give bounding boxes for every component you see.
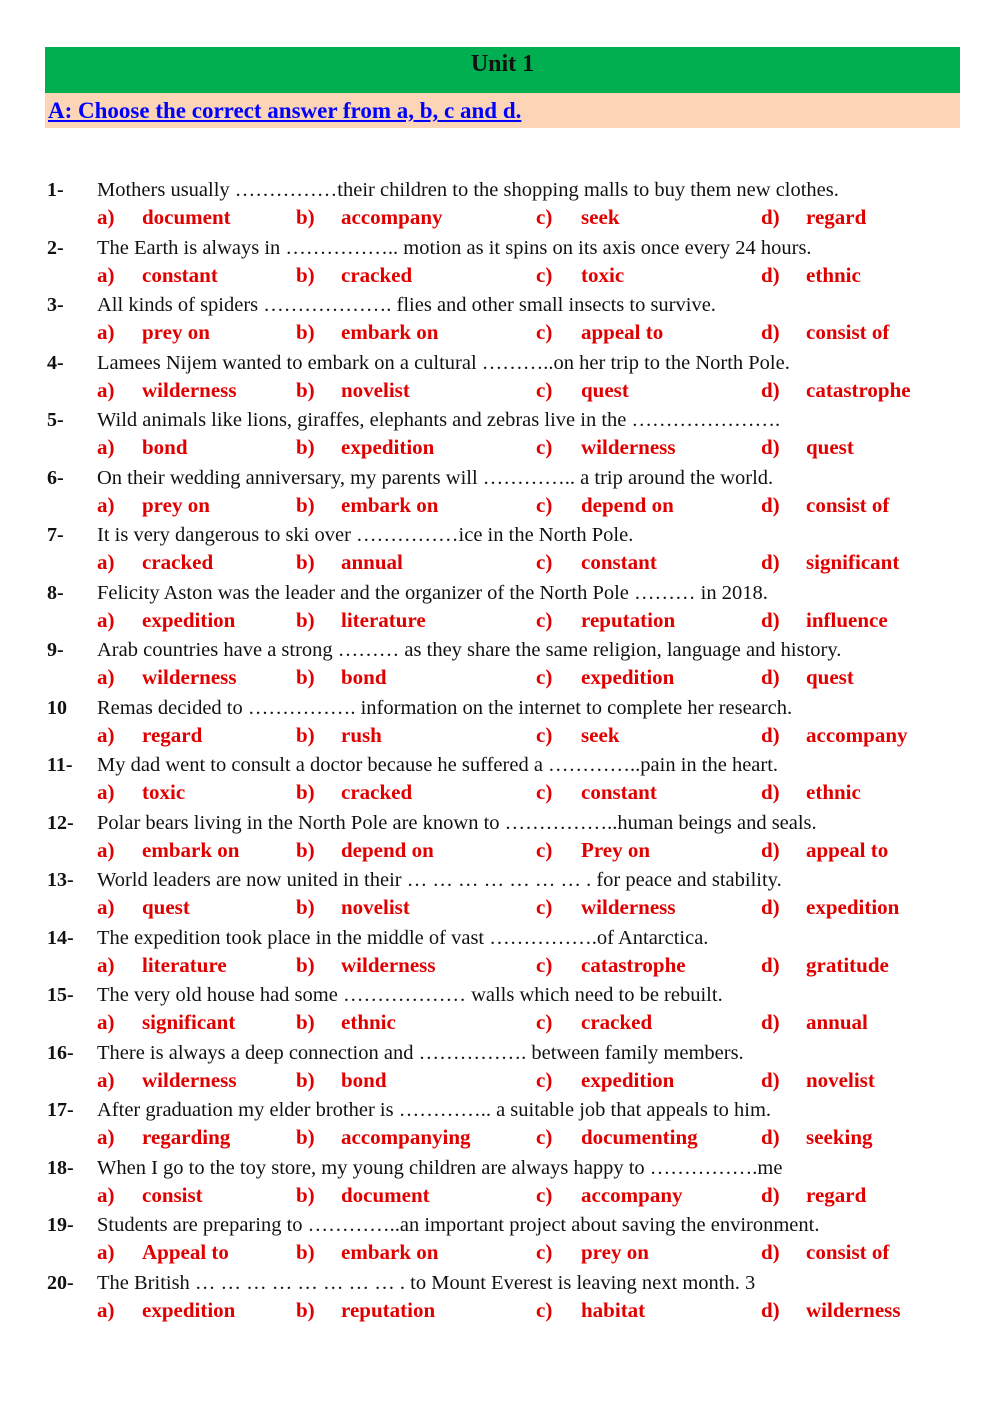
- question-number: 16-: [47, 1041, 74, 1064]
- option-letter: a): [97, 1182, 115, 1207]
- answer-options: [47, 433, 960, 462]
- option-text: toxic: [581, 262, 625, 287]
- answer-options: [47, 951, 960, 980]
- question-list: [47, 174, 960, 1324]
- question-text: Remas decided to ……………. information on the internet to complete her research.: [97, 696, 793, 719]
- option-text: consist: [142, 1182, 203, 1207]
- option-text: ethnic: [341, 1010, 396, 1034]
- option-text: cracked: [341, 780, 413, 804]
- option-letter: a): [97, 1125, 115, 1149]
- answer-options: [47, 261, 960, 290]
- question-item: [47, 232, 960, 290]
- question-number: 14-: [47, 926, 74, 949]
- question-item: [47, 1267, 960, 1325]
- option-letter: c): [536, 550, 553, 574]
- option-letter: a): [97, 1297, 115, 1322]
- option-letter: a): [97, 607, 115, 632]
- option-text: literature: [341, 607, 426, 632]
- question-item: [47, 634, 960, 692]
- option-text: wilderness: [142, 1067, 237, 1092]
- option-letter: d): [761, 1067, 780, 1092]
- answer-options: [47, 548, 960, 577]
- option-text: wilderness: [341, 952, 436, 977]
- question-item: [47, 519, 960, 577]
- answer-options: [47, 491, 960, 520]
- option-letter: a): [97, 1067, 115, 1092]
- question-stem: [47, 979, 960, 1008]
- answer-options: [47, 1238, 960, 1267]
- option-text: catastrophe: [581, 952, 686, 977]
- answer-options: [47, 318, 960, 347]
- option-text: prey on: [142, 492, 210, 517]
- question-text: On their wedding anniversary, my parents will ………….. a trip around the world.: [97, 466, 774, 489]
- question-number: 18-: [47, 1156, 74, 1179]
- option-letter: d): [761, 837, 780, 862]
- option-text: seeking: [806, 1125, 873, 1149]
- option-text: regard: [142, 722, 203, 747]
- option-letter: c): [536, 607, 553, 632]
- question-item: [47, 979, 960, 1037]
- option-text: significant: [806, 550, 900, 574]
- option-letter: d): [761, 1010, 780, 1034]
- option-letter: d): [761, 435, 780, 459]
- option-text: wilderness: [142, 665, 237, 689]
- question-number: 9-: [47, 639, 64, 661]
- question-item: [47, 922, 960, 980]
- option-text: quest: [142, 895, 190, 919]
- option-text: influence: [806, 607, 888, 632]
- option-letter: d): [761, 1240, 780, 1264]
- option-text: regard: [806, 1182, 867, 1207]
- option-text: accompany: [341, 205, 443, 229]
- option-letter: c): [536, 435, 553, 459]
- answer-options: [47, 203, 960, 232]
- question-stem: [47, 1267, 960, 1296]
- option-text: quest: [806, 665, 854, 689]
- question-item: [47, 749, 960, 807]
- option-text: documenting: [581, 1125, 698, 1149]
- option-text: accompany: [581, 1182, 683, 1207]
- question-number: 17-: [47, 1099, 74, 1121]
- option-letter: c): [536, 377, 553, 402]
- option-letter: b): [296, 607, 315, 632]
- option-letter: c): [536, 780, 553, 804]
- option-letter: d): [761, 377, 780, 402]
- option-letter: a): [97, 952, 115, 977]
- option-letter: d): [761, 262, 780, 287]
- question-stem: [47, 519, 960, 548]
- question-number: 4-: [47, 351, 64, 374]
- option-letter: b): [296, 492, 315, 517]
- option-text: embark on: [142, 837, 240, 862]
- option-text: consist of: [806, 1240, 890, 1264]
- question-text: Polar bears living in the North Pole are known to ……………..human beings and seals.: [97, 811, 817, 834]
- question-text: The very old house had some ……………… walls which need to be rebuilt.: [97, 984, 723, 1006]
- option-text: novelist: [341, 895, 410, 919]
- section-title: A: Choose the correct answer from a, b, c and d.: [45, 93, 960, 128]
- option-text: document: [341, 1182, 430, 1207]
- option-letter: b): [296, 262, 315, 287]
- answer-options: [47, 721, 960, 750]
- option-text: bond: [341, 1067, 387, 1092]
- question-item: [47, 1037, 960, 1095]
- option-text: annual: [806, 1010, 868, 1034]
- option-text: prey on: [581, 1240, 649, 1264]
- question-number: 8-: [47, 581, 64, 604]
- option-text: regarding: [142, 1125, 231, 1149]
- option-letter: d): [761, 550, 780, 574]
- question-number: 15-: [47, 984, 74, 1006]
- question-text: Felicity Aston was the leader and the organizer of the North Pole ……… in 2018.: [97, 581, 768, 604]
- question-text: Lamees Nijem wanted to embark on a cultural ………..on her trip to the North Pole.: [97, 351, 790, 374]
- question-text: The expedition took place in the middle of vast …………….of Antarctica.: [97, 926, 709, 949]
- option-letter: a): [97, 550, 115, 574]
- option-text: accompanying: [341, 1125, 471, 1149]
- answer-options: [47, 376, 960, 405]
- option-text: rush: [341, 722, 382, 747]
- question-number: 3-: [47, 294, 64, 316]
- option-text: novelist: [806, 1067, 875, 1092]
- option-text: Prey on: [581, 837, 651, 862]
- option-letter: a): [97, 895, 115, 919]
- question-text: It is very dangerous to ski over ……………ice in the North Pole.: [97, 524, 634, 546]
- question-stem: [47, 864, 960, 893]
- option-text: consist of: [806, 492, 890, 517]
- option-letter: d): [761, 205, 780, 229]
- option-text: quest: [806, 435, 854, 459]
- option-text: expedition: [142, 1297, 236, 1322]
- question-item: [47, 692, 960, 750]
- question-text: The Earth is always in …………….. motion as it spins on its axis once every 24 hours.: [97, 236, 812, 259]
- option-letter: b): [296, 837, 315, 862]
- question-text: Students are preparing to …………..an important project about saving the environment.: [97, 1214, 820, 1236]
- option-letter: b): [296, 1010, 315, 1034]
- option-letter: a): [97, 435, 115, 459]
- option-letter: a): [97, 1010, 115, 1034]
- question-item: [47, 462, 960, 520]
- question-stem: [47, 922, 960, 951]
- option-text: consist of: [806, 320, 890, 344]
- question-item: [47, 1094, 960, 1152]
- question-number: 7-: [47, 524, 64, 546]
- answer-options: [47, 1008, 960, 1037]
- option-letter: b): [296, 895, 315, 919]
- option-text: catastrophe: [806, 377, 911, 402]
- answer-options: [47, 1181, 960, 1210]
- option-letter: a): [97, 837, 115, 862]
- option-letter: d): [761, 607, 780, 632]
- question-number: 6-: [47, 466, 64, 489]
- question-stem: [47, 347, 960, 376]
- question-text: World leaders are now united in their … … … … … … … . for peace and stability.: [97, 869, 782, 891]
- option-letter: d): [761, 1125, 780, 1149]
- option-letter: b): [296, 435, 315, 459]
- answer-options: [47, 836, 960, 865]
- option-letter: d): [761, 780, 780, 804]
- question-item: [47, 1209, 960, 1267]
- option-letter: a): [97, 262, 115, 287]
- question-stem: [47, 1152, 960, 1181]
- question-item: [47, 577, 960, 635]
- option-letter: c): [536, 492, 553, 517]
- option-letter: d): [761, 722, 780, 747]
- option-letter: c): [536, 205, 553, 229]
- option-letter: d): [761, 1297, 780, 1322]
- question-stem: [47, 232, 960, 261]
- option-letter: c): [536, 1182, 553, 1207]
- question-stem: [47, 289, 960, 318]
- option-letter: b): [296, 377, 315, 402]
- question-stem: [47, 634, 960, 663]
- option-text: depend on: [581, 492, 674, 517]
- option-text: expedition: [581, 1067, 675, 1092]
- option-letter: c): [536, 1125, 553, 1149]
- option-letter: b): [296, 665, 315, 689]
- option-text: reputation: [341, 1297, 436, 1322]
- question-number: 13-: [47, 869, 74, 891]
- answer-options: [47, 1123, 960, 1152]
- option-text: reputation: [581, 607, 676, 632]
- question-text: The British … … … … … … … … . to Mount Everest is leaving next month. 3: [97, 1271, 756, 1294]
- option-text: depend on: [341, 837, 434, 862]
- option-text: annual: [341, 550, 403, 574]
- option-text: accompany: [806, 722, 908, 747]
- question-text: Wild animals like lions, giraffes, elephants and zebras live in the ………………….: [97, 409, 781, 431]
- option-letter: c): [536, 837, 553, 862]
- option-letter: a): [97, 722, 115, 747]
- option-letter: a): [97, 665, 115, 689]
- option-letter: b): [296, 1240, 315, 1264]
- option-letter: c): [536, 895, 553, 919]
- option-text: bond: [341, 665, 387, 689]
- option-letter: c): [536, 1297, 553, 1322]
- option-text: wilderness: [581, 895, 676, 919]
- question-item: [47, 404, 960, 462]
- answer-options: [47, 1066, 960, 1095]
- question-item: [47, 347, 960, 405]
- option-letter: c): [536, 665, 553, 689]
- option-letter: a): [97, 205, 115, 229]
- option-letter: b): [296, 1125, 315, 1149]
- option-letter: c): [536, 262, 553, 287]
- answer-options: [47, 778, 960, 807]
- option-text: cracked: [581, 1010, 653, 1034]
- question-stem: [47, 692, 960, 721]
- option-text: appeal to: [581, 320, 664, 344]
- option-letter: c): [536, 1010, 553, 1034]
- question-item: [47, 289, 960, 347]
- option-text: embark on: [341, 492, 439, 517]
- question-stem: [47, 174, 960, 203]
- option-text: Appeal to: [142, 1240, 229, 1264]
- option-letter: c): [536, 320, 553, 344]
- option-text: embark on: [341, 1240, 439, 1264]
- option-letter: a): [97, 492, 115, 517]
- question-stem: [47, 749, 960, 778]
- option-text: bond: [142, 435, 188, 459]
- option-text: appeal to: [806, 837, 889, 862]
- question-number: 1-: [47, 179, 64, 201]
- option-text: expedition: [806, 895, 900, 919]
- option-text: expedition: [142, 607, 236, 632]
- option-text: constant: [581, 780, 657, 804]
- question-stem: [47, 807, 960, 836]
- question-stem: [47, 1037, 960, 1066]
- question-stem: [47, 404, 960, 433]
- option-text: regard: [806, 205, 867, 229]
- answer-options: [47, 1296, 960, 1325]
- question-number: 2-: [47, 236, 64, 259]
- option-text: prey on: [142, 320, 210, 344]
- option-text: significant: [142, 1010, 236, 1034]
- option-letter: c): [536, 1067, 553, 1092]
- option-letter: d): [761, 320, 780, 344]
- question-text: There is always a deep connection and ……………. between family members.: [97, 1041, 744, 1064]
- question-text: When I go to the toy store, my young children are always happy to …………….me: [97, 1156, 783, 1179]
- option-text: seek: [581, 205, 620, 229]
- option-letter: b): [296, 1297, 315, 1322]
- question-item: [47, 864, 960, 922]
- option-letter: b): [296, 952, 315, 977]
- option-text: embark on: [341, 320, 439, 344]
- question-text: All kinds of spiders ………………. flies and other small insects to survive.: [97, 294, 716, 316]
- option-letter: b): [296, 780, 315, 804]
- option-text: gratitude: [806, 952, 889, 977]
- option-letter: d): [761, 492, 780, 517]
- option-letter: a): [97, 1240, 115, 1264]
- question-number: 19-: [47, 1214, 74, 1236]
- option-letter: d): [761, 1182, 780, 1207]
- option-text: document: [142, 205, 231, 229]
- question-number: 12-: [47, 811, 74, 834]
- option-letter: b): [296, 320, 315, 344]
- option-letter: a): [97, 320, 115, 344]
- option-letter: c): [536, 1240, 553, 1264]
- option-letter: b): [296, 205, 315, 229]
- option-letter: b): [296, 1067, 315, 1092]
- question-number: 11-: [47, 754, 73, 776]
- option-letter: c): [536, 722, 553, 747]
- option-letter: b): [296, 722, 315, 747]
- option-text: wilderness: [142, 377, 237, 402]
- answer-options: [47, 663, 960, 692]
- question-number: 5-: [47, 409, 64, 431]
- option-text: toxic: [142, 780, 186, 804]
- option-letter: d): [761, 665, 780, 689]
- option-text: novelist: [341, 377, 410, 402]
- option-text: ethnic: [806, 262, 861, 287]
- question-text: Mothers usually ……………their children to the shopping malls to buy them new clothes.: [97, 179, 839, 201]
- question-stem: [47, 1094, 960, 1123]
- question-stem: [47, 577, 960, 606]
- option-letter: a): [97, 780, 115, 804]
- option-text: wilderness: [581, 435, 676, 459]
- question-text: My dad went to consult a doctor because he suffered a …………..pain in the heart.: [97, 754, 779, 776]
- option-text: literature: [142, 952, 227, 977]
- option-letter: b): [296, 1182, 315, 1207]
- question-stem: [47, 1209, 960, 1238]
- question-text: After graduation my elder brother is ………….. a suitable job that appeals to him.: [97, 1099, 772, 1121]
- option-text: habitat: [581, 1297, 646, 1322]
- option-letter: a): [97, 377, 115, 402]
- question-stem: [47, 462, 960, 491]
- option-text: constant: [142, 262, 218, 287]
- question-text: Arab countries have a strong ……… as they share the same religion, language and history.: [97, 639, 842, 661]
- option-text: cracked: [142, 550, 214, 574]
- question-item: [47, 1152, 960, 1210]
- option-text: cracked: [341, 262, 413, 287]
- option-text: constant: [581, 550, 657, 574]
- answer-options: [47, 606, 960, 635]
- question-item: [47, 807, 960, 865]
- answer-options: [47, 893, 960, 922]
- option-letter: b): [296, 550, 315, 574]
- option-text: wilderness: [806, 1297, 901, 1322]
- option-text: expedition: [581, 665, 675, 689]
- option-text: quest: [581, 377, 629, 402]
- option-letter: c): [536, 952, 553, 977]
- option-letter: d): [761, 895, 780, 919]
- question-number: 20-: [47, 1271, 74, 1294]
- unit-title: Unit 1: [45, 47, 960, 93]
- option-text: ethnic: [806, 780, 861, 804]
- option-text: seek: [581, 722, 620, 747]
- question-item: [47, 174, 960, 232]
- option-letter: d): [761, 952, 780, 977]
- question-number: 10: [47, 696, 67, 719]
- option-text: expedition: [341, 435, 435, 459]
